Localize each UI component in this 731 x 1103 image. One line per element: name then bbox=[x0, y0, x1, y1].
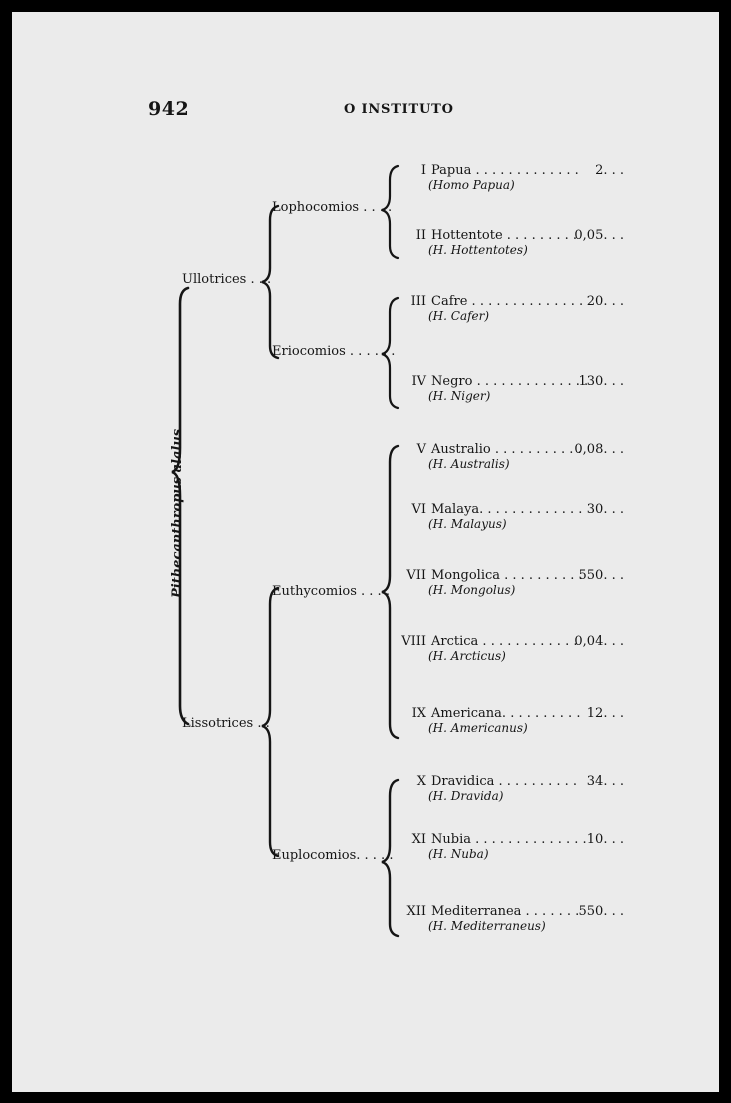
species-numeral: IV bbox=[411, 374, 426, 389]
species-numeral: XII bbox=[406, 904, 426, 919]
running-title: O INSTITUTO bbox=[344, 102, 454, 117]
species-latin: (H. Dravida) bbox=[428, 789, 504, 803]
species-latin: (H. Americanus) bbox=[428, 721, 528, 735]
species-name: Americana. . . . . . . . . . bbox=[431, 706, 581, 721]
species-latin: (H. Niger) bbox=[428, 389, 491, 403]
species-name: Mediterranea . . . . . . . bbox=[431, 904, 580, 919]
document-page bbox=[12, 12, 719, 1092]
species-value: 0,04. . . bbox=[574, 634, 624, 649]
species-name: Hottentote . . . . . . . . . bbox=[431, 228, 578, 243]
species-value: 0,05. . . bbox=[574, 228, 624, 243]
species-name: Cafre . . . . . . . . . . . . . . bbox=[431, 294, 584, 309]
species-name: Mongolica . . . . . . . . . . bbox=[431, 568, 583, 583]
species-name: Papua . . . . . . . . . . . . . bbox=[431, 163, 579, 178]
species-value: 0,08. . . bbox=[574, 442, 624, 457]
subgroup-euthycomios: Euthycomios . . . . bbox=[272, 584, 390, 599]
species-name: Nubia . . . . . . . . . . . . . . bbox=[431, 832, 587, 847]
species-latin: (H. Nuba) bbox=[428, 847, 489, 861]
species-numeral: IX bbox=[411, 706, 426, 721]
species-numeral: III bbox=[410, 294, 426, 309]
species-value: 550. . . bbox=[578, 904, 624, 919]
subgroup-euplocomios: Euplocomios. . . . . bbox=[272, 848, 394, 863]
species-latin: (H. Arcticus) bbox=[428, 649, 506, 663]
species-numeral: VIII bbox=[401, 634, 426, 649]
species-numeral: I bbox=[420, 163, 426, 178]
species-name: Malaya. . . . . . . . . . . . . bbox=[431, 502, 583, 517]
species-name: Australio . . . . . . . . . . . bbox=[431, 442, 582, 457]
species-numeral: VII bbox=[406, 568, 426, 583]
species-value: 2. . . bbox=[595, 163, 624, 178]
species-latin: (Homo Papua) bbox=[428, 178, 515, 192]
species-value: 130. . . bbox=[578, 374, 624, 389]
species-numeral: XI bbox=[411, 832, 426, 847]
species-value: 12. . . bbox=[586, 706, 624, 721]
subgroup-eriocomios: Eriocomios . . . . . . bbox=[272, 344, 396, 359]
species-latin: (H. Australis) bbox=[428, 457, 510, 471]
species-value: 20. . . bbox=[586, 294, 624, 309]
species-latin: (H. Malayus) bbox=[428, 517, 507, 531]
species-value: 550. . . bbox=[578, 568, 624, 583]
species-latin: (H. Mediterraneus) bbox=[428, 919, 546, 933]
subgroup-lophocomios: Lophocomios . . . . bbox=[272, 200, 393, 215]
species-numeral: V bbox=[416, 442, 426, 457]
group-lissotrices: Lissotrices . . bbox=[182, 716, 270, 731]
species-latin: (H. Hottentotes) bbox=[428, 243, 528, 257]
root-taxon: Pithecanthropus alalus bbox=[170, 428, 185, 598]
species-latin: (H. Cafer) bbox=[428, 309, 490, 323]
species-name: Arctica . . . . . . . . . . . . bbox=[431, 634, 578, 649]
group-ullotrices: Ullotrices . . . bbox=[182, 272, 272, 287]
species-value: 30. . . bbox=[586, 502, 624, 517]
species-numeral: II bbox=[415, 228, 426, 243]
species-numeral: X bbox=[416, 774, 426, 789]
species-numeral: VI bbox=[411, 502, 426, 517]
species-name: Negro . . . . . . . . . . . . . . bbox=[431, 374, 589, 389]
species-value: 34. . . bbox=[586, 774, 624, 789]
species-value: 10. . . bbox=[586, 832, 624, 847]
page-number: 942 bbox=[148, 98, 190, 120]
species-latin: (H. Mongolus) bbox=[428, 583, 516, 597]
species-name: Dravidica . . . . . . . . . . bbox=[431, 774, 578, 789]
